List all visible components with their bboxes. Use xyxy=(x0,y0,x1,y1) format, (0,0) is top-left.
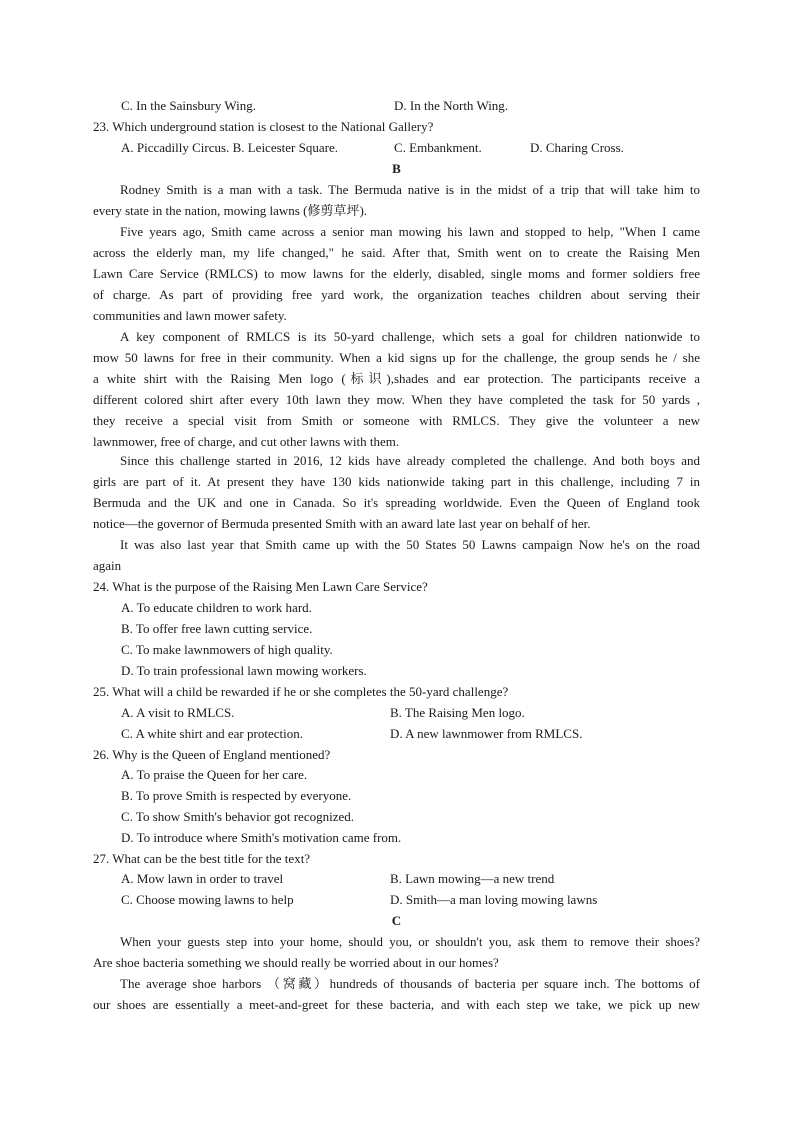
q27-question: 27. What can be the best title for the text? xyxy=(93,851,311,866)
para-b3-line: lawnmower, free of charge, and cut other lawns with them. xyxy=(93,434,400,449)
q26-option-a: A. To praise the Queen for her care. xyxy=(121,767,308,782)
para-b2-line: of charge. As part of providing free yard work, the organization teaches children about serving their xyxy=(93,287,700,302)
q23-question: 23. Which underground station is closest to the National Gallery? xyxy=(93,119,434,134)
q26-question: 26. Why is the Queen of England mentioned? xyxy=(93,747,331,762)
para-b3-line: mow 50 lawns for free in their community. When a kid signs up for the challenge, the group sends he / she xyxy=(93,350,700,365)
q26-option-b: B. To prove Smith is respected by everyone. xyxy=(121,788,352,803)
q24-option-b: B. To offer free lawn cutting service. xyxy=(121,621,313,636)
q25-question: 25. What will a child be rewarded if he or she completes the 50-yard challenge? xyxy=(93,684,509,699)
para-b5-line: again xyxy=(93,558,122,573)
para-b4-line: notice—the governor of Bermuda presented Smith with an award late last year on behalf of her. xyxy=(93,516,591,531)
q25-option-a: A. A visit to RMLCS. xyxy=(121,705,235,720)
q27-option-b: B. Lawn mowing—a new trend xyxy=(390,871,555,886)
para-c1-line: When your guests step into your home, should you, or shouldn't you, ask them to remove their shoes? xyxy=(120,934,700,949)
q25-option-b: B. The Raising Men logo. xyxy=(390,705,525,720)
para-b2-line: Lawn Care Service (RMLCS) to mow lawns for the elderly, disabled, single moms and former soldiers free xyxy=(93,266,700,281)
para-b1-line: Rodney Smith is a man with a task. The Bermuda native is in the midst of a trip that will take him to xyxy=(120,182,700,197)
para-b3-line: a white shirt with the Raising Men logo (标识),shades and ear protection. The participants receive a xyxy=(93,371,700,386)
q23-option-c: C. Embankment. xyxy=(394,140,482,155)
para-c1-line: Are shoe bacteria something we should really be worried about in our homes? xyxy=(93,955,499,970)
q27-option-c: C. Choose mowing lawns to help xyxy=(121,892,294,907)
para-b3-line: different colored shirt after every 10th lawn they mow. When they have completed the task for 50 yards , xyxy=(93,392,700,407)
q26-option-d: D. To introduce where Smith's motivation came from. xyxy=(121,830,402,845)
q24-option-c: C. To make lawnmowers of high quality. xyxy=(121,642,333,657)
para-c2-line: The average shoe harbors （窝藏）hundreds of thousands of bacteria per square inch. The bottoms of xyxy=(120,976,700,991)
para-b2-line: across the elderly man, my life changed," he said. After that, Smith went on to create the Raising Men xyxy=(93,245,700,260)
q22-option-c: C. In the Sainsbury Wing. xyxy=(121,98,257,113)
q26-option-c: C. To show Smith's behavior got recognized. xyxy=(121,809,354,824)
section-b-heading: B xyxy=(392,161,401,176)
q23-option-d: D. Charing Cross. xyxy=(530,140,624,155)
para-b4-line: Bermuda and the UK and one in Canada. So it's spreading worldwide. Even the Queen of England took xyxy=(93,495,700,510)
q22-option-d: D. In the North Wing. xyxy=(394,98,509,113)
para-b4-line: Since this challenge started in 2016, 12 kids have already completed the challenge. And both boys and xyxy=(120,453,700,468)
section-c-heading: C xyxy=(391,913,402,928)
q27-option-a: A. Mow lawn in order to travel xyxy=(121,871,284,886)
q24-option-a: A. To educate children to work hard. xyxy=(121,600,312,615)
q25-option-d: D. A new lawnmower from RMLCS. xyxy=(390,726,583,741)
para-c2-line: our shoes are essentially a meet-and-greet for these bacteria, and with each step we take, we pick up new xyxy=(93,997,700,1012)
para-b5-line: It was also last year that Smith came up with the 50 States 50 Lawns campaign Now he's on the road xyxy=(120,537,700,552)
para-b2-line: Five years ago, Smith came across a senior man mowing his lawn and stopped to help, "When I came xyxy=(120,224,700,239)
para-b1-line: every state in the nation, mowing lawns (修剪草坪). xyxy=(93,203,368,218)
para-b3-line: they receive a special visit from Smith or someone with RMLCS. They give the volunteer a new xyxy=(93,413,700,428)
q25-option-c: C. A white shirt and ear protection. xyxy=(121,726,303,741)
para-b3-line: A key component of RMLCS is its 50-yard challenge, which sets a goal for children nationwide to xyxy=(120,329,700,344)
q27-option-d: D. Smith—a man loving mowing lawns xyxy=(390,892,598,907)
para-b4-line: girls are part of it. At present they have 130 kids nationwide taking part in this challenge, including 7 in xyxy=(93,474,700,489)
q24-question: 24. What is the purpose of the Raising Men Lawn Care Service? xyxy=(93,579,428,594)
q24-option-d: D. To train professional lawn mowing workers. xyxy=(121,663,367,678)
q23-option-a-b: A. Piccadilly Circus. B. Leicester Square. xyxy=(121,140,338,155)
para-b2-line: communities and lawn mower safety. xyxy=(93,308,287,323)
